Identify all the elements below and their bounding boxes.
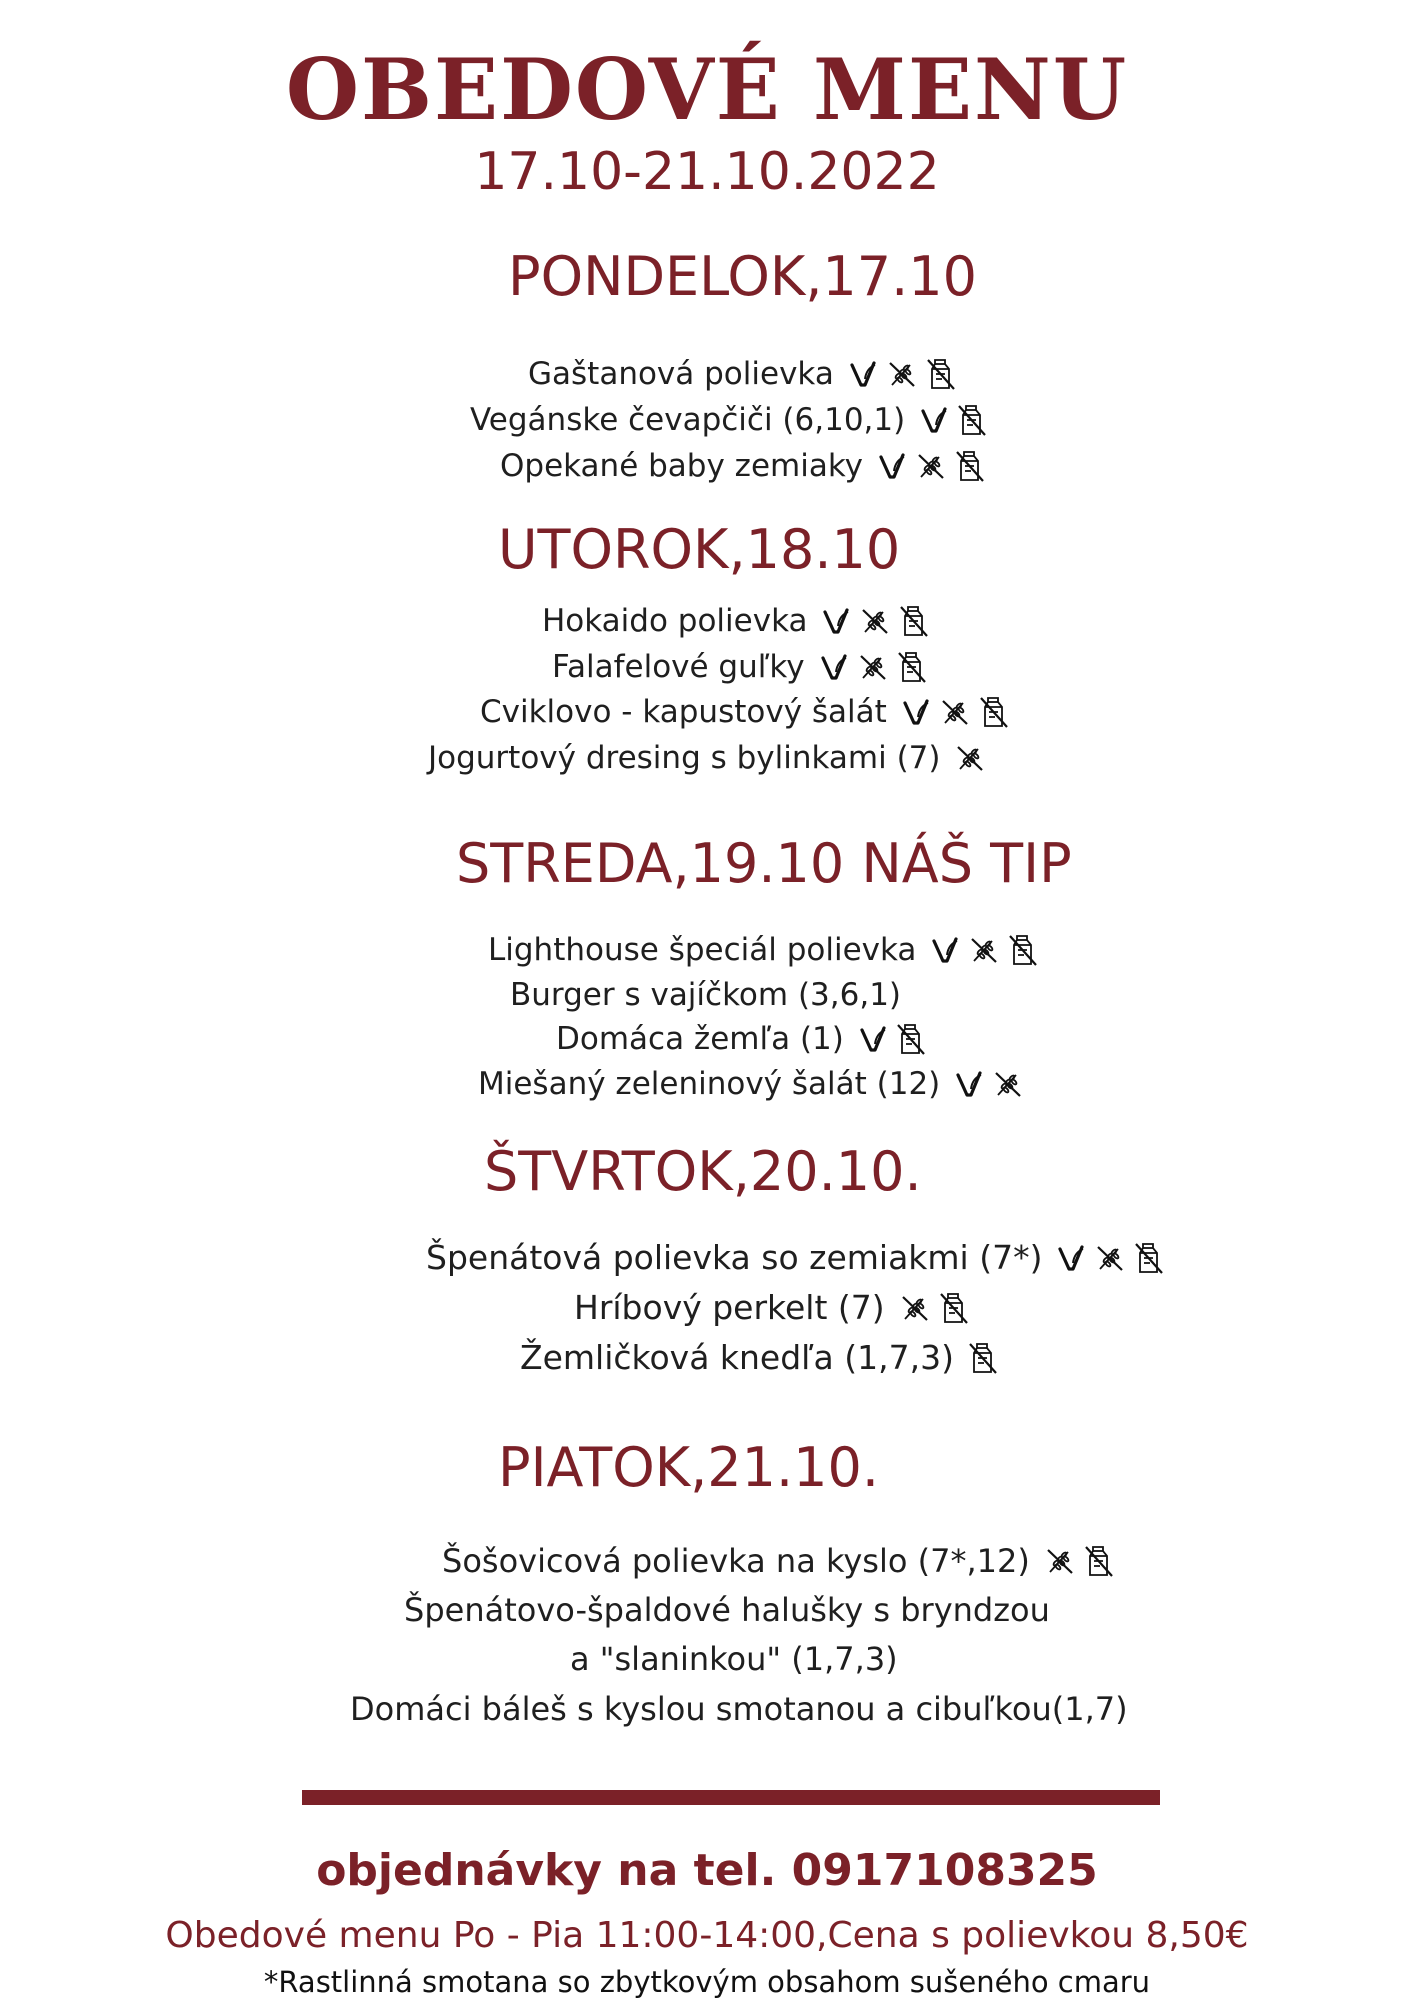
menu-item — [478, 1066, 1024, 1102]
menu-item — [500, 448, 985, 484]
gluten-free-icon — [992, 1068, 1024, 1100]
lactose-free-icon — [1008, 933, 1038, 967]
diet-icons — [954, 1068, 1024, 1100]
diet-icons — [919, 403, 987, 437]
menu-item-text: Miešaný zeleninový šalát (12) — [478, 1066, 941, 1102]
day-heading-thursday: ŠTVRTOK,20.10. — [484, 1140, 922, 1203]
menu-item-text: Jogurtový dresing s bylinkami (7) — [428, 740, 941, 776]
diet-icons — [877, 449, 985, 483]
menu-item-text: Šošovicová polievka na kyslo (7*,12) — [442, 1542, 1030, 1580]
menu-item-text: Domáca žemľa (1) — [556, 1021, 844, 1057]
menu-item — [570, 1640, 898, 1678]
lactose-free-icon — [897, 650, 927, 684]
vegan-icon — [1056, 1243, 1086, 1273]
vegan-icon — [858, 1024, 888, 1054]
lactose-free-icon — [926, 357, 956, 391]
gluten-free-icon — [899, 1292, 931, 1324]
menu-item-text: Opekané baby zemiaky — [500, 448, 864, 484]
menu-item-text: Žemličková knedľa (1,7,3) — [520, 1338, 954, 1377]
day-heading-tuesday: UTOROK,18.10 — [498, 518, 901, 581]
menu-item-text: Lighthouse špeciál polievka — [488, 932, 917, 968]
vegan-icon — [819, 652, 849, 682]
day-heading-monday: PONDELOK,17.10 — [508, 245, 977, 308]
menu-item — [552, 649, 927, 685]
diet-icons — [858, 1022, 926, 1056]
day-heading-wednesday: STREDA,19.10 NÁŠ TIP — [456, 832, 1072, 895]
lactose-free-icon — [1084, 1544, 1114, 1578]
lactose-free-icon — [979, 695, 1009, 729]
gluten-free-icon — [915, 450, 947, 482]
hours-price: Obedové menu Po - Pia 11:00-14:00,Cena s polievkou 8,50€ — [165, 1915, 1249, 1956]
diet-icons — [968, 1341, 998, 1375]
vegan-icon — [848, 359, 878, 389]
diet-icons — [901, 695, 1009, 729]
gluten-free-icon — [968, 934, 1000, 966]
menu-item-text: Vegánske čevapčiči (6,10,1) — [470, 402, 906, 438]
menu-item — [404, 1591, 1050, 1629]
day-heading-friday: PIATOK,21.10. — [498, 1436, 880, 1499]
lactose-free-icon — [939, 1291, 969, 1325]
menu-item-text: Špenátovo-špaldové halušky s bryndzou — [404, 1591, 1050, 1629]
gluten-free-icon — [857, 651, 889, 683]
menu-item-text: Hríbový perkelt (7) — [574, 1288, 885, 1327]
footnote: *Rastlinná smotana so zbytkovým obsahom sušeného cmaru — [263, 1965, 1151, 1999]
menu-item — [556, 1021, 926, 1057]
menu-item — [488, 932, 1038, 968]
menu-item-text: Domáci báleš s kyslou smotanou a cibuľkou(1,7) — [350, 1690, 1128, 1728]
vegan-icon — [919, 405, 949, 435]
diet-icons — [821, 604, 929, 638]
menu-title: OBEDOVÉ MENU — [285, 40, 1129, 139]
lactose-free-icon — [957, 403, 987, 437]
diet-icons — [848, 357, 956, 391]
gluten-free-icon — [859, 605, 891, 637]
menu-item — [426, 1238, 1164, 1277]
menu-item — [574, 1288, 969, 1327]
menu-item-text: a "slaninkou" (1,7,3) — [570, 1640, 898, 1678]
diet-icons — [1044, 1544, 1114, 1578]
diet-icons — [930, 933, 1038, 967]
menu-item-text: Gaštanová polievka — [528, 356, 834, 392]
footer-divider — [302, 1790, 1160, 1805]
menu-item-text: Hokaido polievka — [542, 603, 808, 639]
diet-icons — [899, 1291, 969, 1325]
gluten-free-icon — [939, 696, 971, 728]
menu-item — [528, 356, 956, 392]
menu-item — [542, 603, 929, 639]
lactose-free-icon — [899, 604, 929, 638]
vegan-icon — [877, 451, 907, 481]
gluten-free-icon — [1044, 1545, 1076, 1577]
lactose-free-icon — [1134, 1241, 1164, 1275]
lactose-free-icon — [968, 1341, 998, 1375]
menu-item — [442, 1542, 1114, 1580]
diet-icons — [954, 742, 986, 774]
lactose-free-icon — [896, 1022, 926, 1056]
menu-item — [470, 402, 987, 438]
vegan-icon — [821, 606, 851, 636]
gluten-free-icon — [1094, 1242, 1126, 1274]
vegan-icon — [930, 935, 960, 965]
gluten-free-icon — [954, 742, 986, 774]
vegan-icon — [901, 697, 931, 727]
menu-item — [350, 1690, 1128, 1728]
menu-item-text: Burger s vajíčkom (3,6,1) — [510, 977, 902, 1013]
gluten-free-icon — [886, 358, 918, 390]
diet-icons — [1056, 1241, 1164, 1275]
menu-item-text: Falafelové guľky — [552, 649, 805, 685]
menu-dates: 17.10-21.10.2022 — [474, 142, 940, 202]
diet-icons — [819, 650, 927, 684]
menu-item — [480, 694, 1009, 730]
menu-item — [520, 1338, 998, 1377]
order-phone: objednávky na tel. 0917108325 — [316, 1845, 1098, 1896]
menu-item-text: Špenátová polievka so zemiakmi (7*) — [426, 1238, 1043, 1277]
menu-item-text: Cviklovo - kapustový šalát — [480, 694, 887, 730]
lactose-free-icon — [955, 449, 985, 483]
vegan-icon — [954, 1069, 984, 1099]
menu-item — [510, 977, 901, 1013]
menu-item — [428, 740, 986, 776]
